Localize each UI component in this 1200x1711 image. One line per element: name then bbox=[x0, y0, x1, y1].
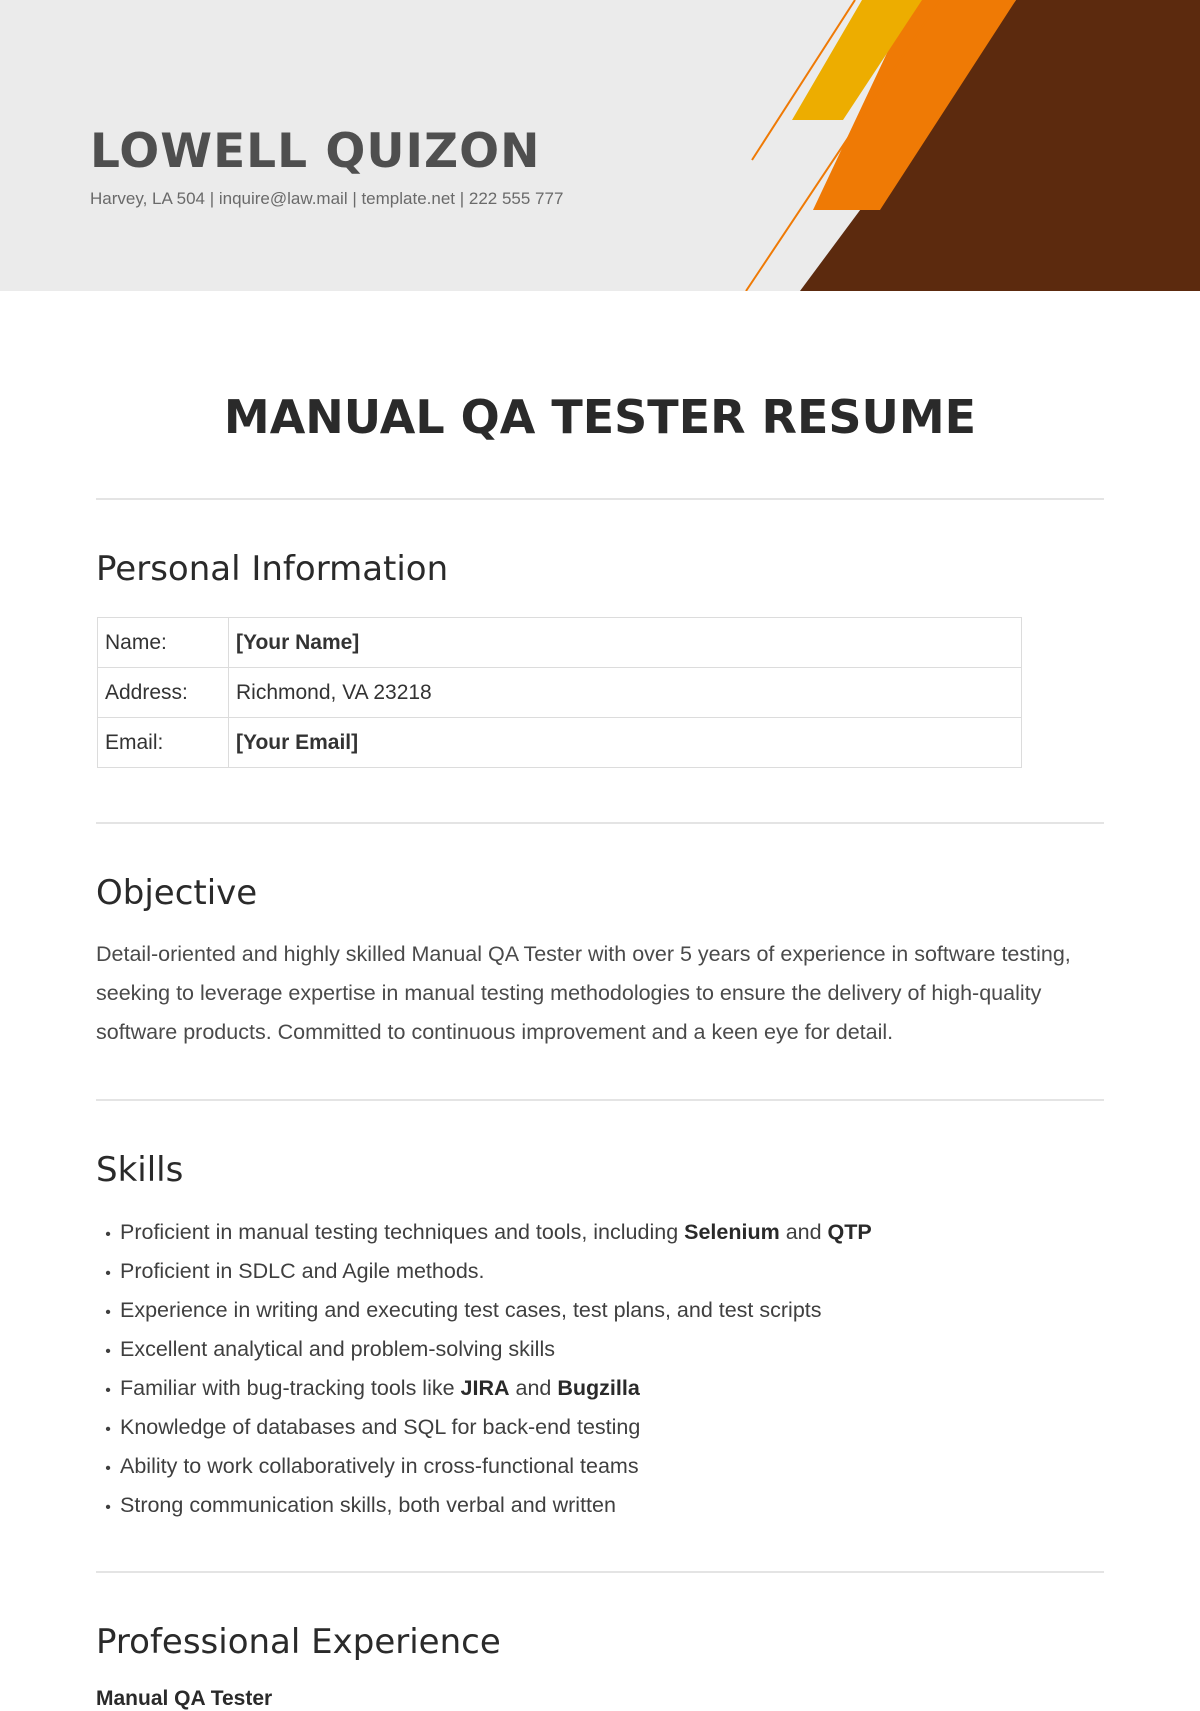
skill-text: Strong communication skills, both verbal and written bbox=[120, 1493, 616, 1517]
list-item bbox=[96, 1369, 872, 1408]
resume-header bbox=[0, 0, 1200, 291]
skill-text: Excellent analytical and problem-solving skills bbox=[120, 1337, 555, 1361]
section-divider bbox=[96, 1099, 1104, 1101]
section-divider bbox=[96, 1571, 1104, 1573]
section-divider bbox=[96, 498, 1104, 500]
email-value: [Your Email] bbox=[229, 718, 1022, 768]
list-item bbox=[96, 1213, 872, 1252]
personal-information-table bbox=[97, 617, 1022, 768]
skills-list bbox=[96, 1213, 872, 1525]
skill-text: Proficient in SDLC and Agile methods. bbox=[120, 1259, 485, 1283]
list-item bbox=[96, 1486, 872, 1525]
skill-text: Familiar with bug-tracking tools like bbox=[120, 1376, 461, 1400]
skill-text: Knowledge of databases and SQL for back-end testing bbox=[120, 1415, 641, 1439]
list-item bbox=[96, 1291, 872, 1330]
contact-line: Harvey, LA 504 | inquire@law.mail | template.net | 222 555 777 bbox=[90, 189, 564, 208]
list-item bbox=[96, 1447, 872, 1486]
objective-text: Detail-oriented and highly skilled Manual QA Tester with over 5 years of experience in software testing, seeking to leverage expertise in manual testing methodologies to ensure the delivery of high-quality software products. Committed to continuous improvement and a keen eye for detail. bbox=[96, 942, 1071, 1044]
table-row bbox=[98, 618, 1022, 668]
professional-experience-heading: Professional Experience bbox=[96, 1622, 501, 1662]
skill-tool: JIRA bbox=[460, 1376, 510, 1400]
job-title: Manual QA Tester bbox=[96, 1687, 273, 1710]
list-item bbox=[96, 1330, 872, 1369]
name-value: [Your Name] bbox=[229, 618, 1022, 668]
address-label: Address: bbox=[98, 668, 229, 718]
skill-text: and bbox=[509, 1376, 558, 1400]
document-title: MANUAL QA TESTER RESUME bbox=[223, 390, 977, 444]
objective-heading: Objective bbox=[96, 873, 258, 913]
skill-tool: QTP bbox=[827, 1220, 872, 1244]
skills-heading: Skills bbox=[96, 1150, 184, 1190]
list-item bbox=[96, 1408, 872, 1447]
name-label: Name: bbox=[98, 618, 229, 668]
skill-text: and bbox=[779, 1220, 828, 1244]
skill-tool: Bugzilla bbox=[557, 1376, 640, 1400]
section-divider bbox=[96, 822, 1104, 824]
address-value: Richmond, VA 23218 bbox=[229, 668, 1022, 718]
skill-text: Experience in writing and executing test cases, test plans, and test scripts bbox=[120, 1298, 822, 1322]
table-row bbox=[98, 668, 1022, 718]
table-row bbox=[98, 718, 1022, 768]
list-item bbox=[96, 1252, 872, 1291]
personal-information-heading: Personal Information bbox=[96, 549, 449, 589]
skill-text: Proficient in manual testing techniques and tools, including bbox=[120, 1220, 685, 1244]
candidate-name: LOWELL QUIZON bbox=[90, 124, 541, 179]
skill-tool: Selenium bbox=[684, 1220, 780, 1244]
skill-text: Ability to work collaboratively in cross-functional teams bbox=[120, 1454, 639, 1478]
email-label: Email: bbox=[98, 718, 229, 768]
